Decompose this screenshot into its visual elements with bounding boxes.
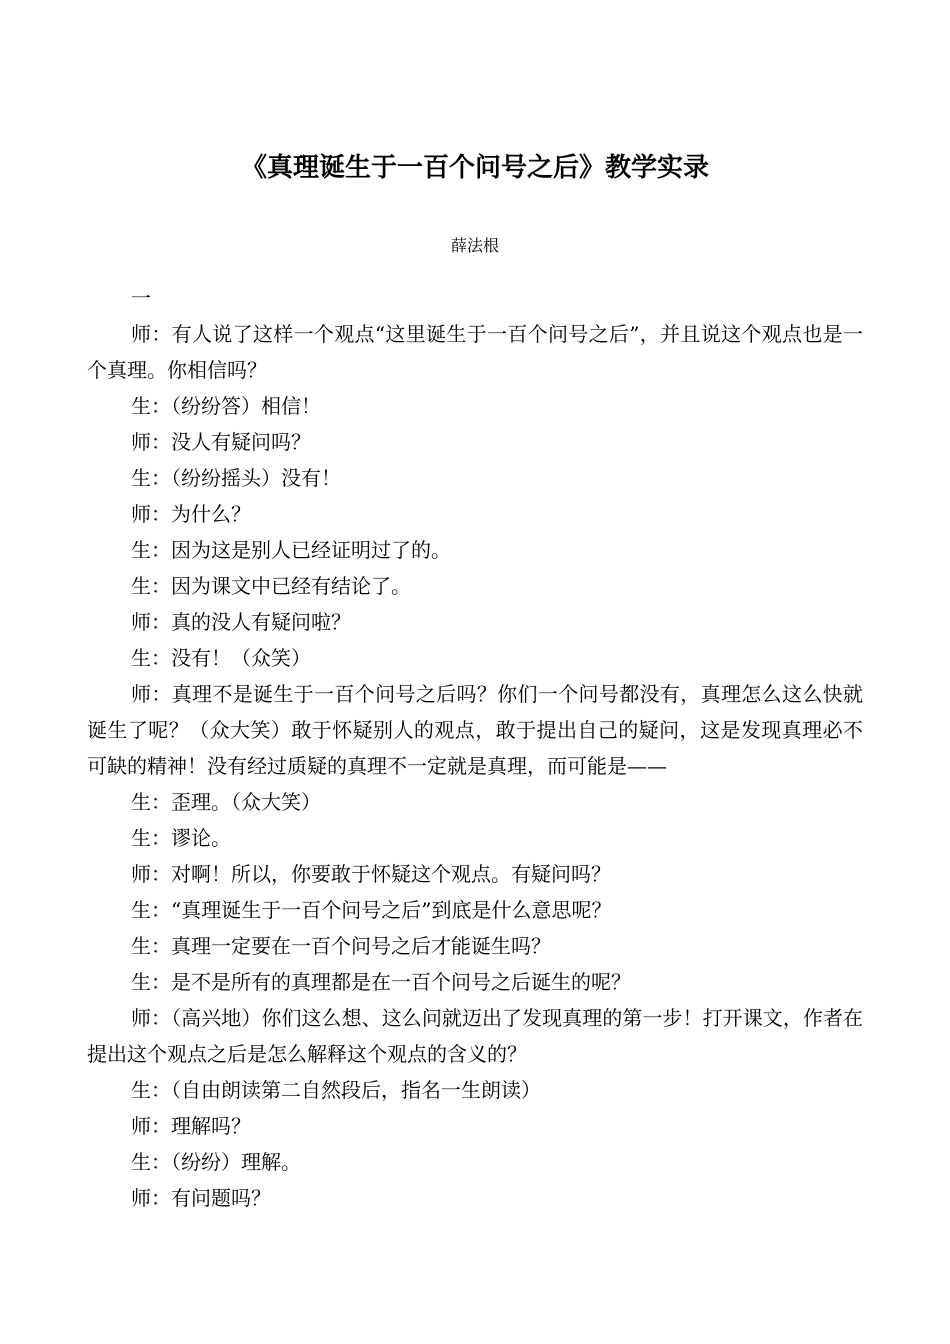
paragraph: 师：真的没人有疑问啦？	[131, 610, 351, 634]
document-body	[87, 280, 863, 1216]
paragraph: 生：（自由朗读第二自然段后，指名一生朗读）	[131, 1078, 541, 1102]
paragraph: 生：是不是所有的真理都是在一百个问号之后诞生的呢？	[131, 970, 631, 994]
paragraph: 生：（纷纷答）相信！	[131, 394, 321, 418]
paragraph: 生：“真理诞生于一百个问号之后”到底是什么意思呢？	[131, 898, 612, 922]
paragraph: 师：对啊！所以，你要敢于怀疑这个观点。有疑问吗？	[131, 862, 611, 886]
paragraph: 生：因为课文中已经有结论了。	[131, 574, 411, 598]
paragraph: 生：（纷纷）理解。	[131, 1150, 301, 1174]
document-title: 《真理诞生于一百个问号之后》教学实录	[240, 153, 709, 183]
paragraph: 师：（高兴地）你们这么想、这么问就迈出了发现真理的第一步！打开课文，作者在提出这个观点之后是怎么解释这个观点的含义的？	[87, 1006, 863, 1066]
paragraph: 生：歪理。（众大笑）	[131, 790, 321, 814]
paragraph: 一	[131, 286, 151, 310]
paragraph: 生：谬论。	[131, 826, 231, 850]
paragraph: 生：（纷纷摇头）没有！	[131, 466, 341, 490]
paragraph: 师：为什么？	[131, 502, 251, 526]
paragraph: 师：理解吗？	[131, 1114, 251, 1138]
paragraph: 生：真理一定要在一百个问号之后才能诞生吗？	[131, 934, 551, 958]
paragraph: 生：因为这是别人已经证明过了的。	[131, 538, 451, 562]
paragraph: 师：有人说了这样一个观点“这里诞生于一百个问号之后”，并且说这个观点也是一个真理。你相信吗？	[87, 322, 863, 382]
document-author: 薛法根	[450, 236, 499, 255]
paragraph: 生：没有！（众笑）	[131, 646, 311, 670]
paragraph: 师：真理不是诞生于一百个问号之后吗？你们一个问号都没有，真理怎么这么快就诞生了呢？（众大笑）敢于怀疑别人的观点，敢于提出自己的疑问，这是发现真理必不可缺的精神！没有经过质疑的真理不一定就是真理，而可能是——	[87, 682, 863, 778]
paragraph: 师：有问题吗？	[131, 1186, 271, 1210]
paragraph: 师：没人有疑问吗？	[131, 430, 311, 454]
